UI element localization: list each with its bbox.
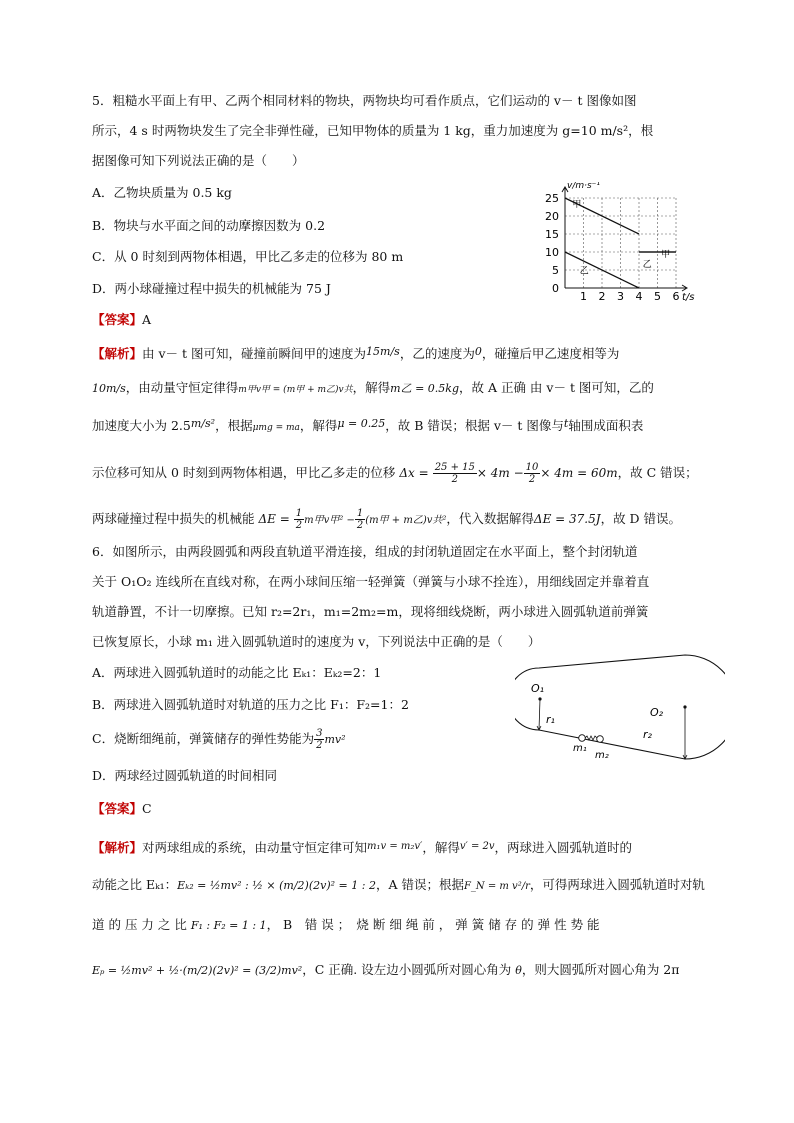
- formula: 10m/s: [92, 382, 126, 395]
- q5-option-a: A．乙物块质量为 0.5 kg: [92, 185, 232, 200]
- text: C．烧断细绳前，弹簧储存的弹性势能为: [92, 731, 315, 746]
- denominator: 2: [316, 740, 323, 751]
- text: ，解得: [299, 418, 338, 433]
- label-o2: O₂: [650, 706, 664, 719]
- q5-stem-line2: 所示，4 s 时两物块发生了完全非弹性碰，已知甲物体的质量为 1 kg，重力加速度为 g=10 m/s²，根: [92, 123, 654, 138]
- text: ，由动量守恒定律得: [125, 380, 239, 395]
- q5-stem-line3: 据图像可知下列说法正确的是（ ）: [92, 153, 305, 168]
- q6-analysis-line4: [92, 962, 679, 979]
- q6-option-b: B．两球进入圆弧轨道时对轨道的压力之比 F₁：F₂=1：2: [92, 697, 409, 712]
- q6-stem-line4: 已恢复原长，小球 m₁ 进入圆弧轨道时的速度为 v，下列说法中正确的是（ ）: [92, 634, 541, 649]
- formula: m甲v甲² −: [304, 515, 355, 526]
- y-tick-label: 10: [545, 246, 559, 259]
- x-tick-label: 3: [617, 290, 624, 303]
- y-tick-label: 25: [545, 192, 559, 205]
- formula: m甲v甲 = (m甲 + m乙)v共: [238, 385, 353, 395]
- label-m1: m₁: [573, 743, 587, 754]
- fraction: [314, 728, 324, 751]
- numerator: 10: [525, 462, 539, 473]
- ball-m1: [579, 735, 586, 742]
- text: ，A 错误；根据: [375, 877, 464, 892]
- formula: μ = 0.25: [337, 417, 386, 430]
- q5-answer-line: [92, 312, 151, 328]
- q6-option-d: D．两球经过圆弧轨道的时间相同: [92, 768, 278, 783]
- formula: μmg = ma: [252, 423, 300, 433]
- x-axis-label: t/s: [682, 292, 695, 303]
- text: ，解得: [352, 380, 391, 395]
- x-tick-label: 5: [654, 290, 661, 303]
- q6-analysis-line3: [92, 917, 600, 934]
- text: ，故 A 正确 由 v－ t 图可知，乙的: [458, 380, 654, 395]
- formula: 0: [474, 345, 482, 358]
- formula: m乙 = 0.5kg: [390, 382, 459, 395]
- q6-analysis-line1: [92, 839, 632, 856]
- text: ，故 C 错误；: [617, 465, 698, 480]
- q5-analysis-line1: [92, 344, 619, 362]
- text: ，解得: [422, 840, 460, 855]
- formula: Eₚ = ½mv² + ½·(m/2)(2v)² = (3/2)mv²: [92, 964, 303, 977]
- track-figure: [515, 652, 725, 764]
- label-m2: m₂: [595, 750, 609, 761]
- formula: (m甲 + m乙)v共²: [365, 515, 447, 526]
- series-label: 甲: [572, 200, 582, 210]
- q6-stem-line1: 6．如图所示，由两段圆弧和两段直轨道平滑连接，组成的封闭轨道固定在水平面上，整个封闭轨道: [92, 544, 638, 559]
- numerator: 3: [316, 728, 323, 739]
- q6-option-a: A．两球进入圆弧轨道时的动能之比 Eₖ₁：Eₖ₂=2：1: [92, 665, 382, 680]
- formula: 15m/s: [366, 345, 400, 358]
- fraction: [524, 462, 541, 485]
- formula: θ: [515, 964, 522, 977]
- q5-analysis-line4: [92, 462, 698, 485]
- text: ，则大圆弧所对圆心角为 2π: [521, 962, 680, 977]
- formula: Eₖ₂ = ½mv² : ½ × (m/2)(2v)² = 1 : 2: [177, 879, 376, 892]
- q5-option-c: C．从 0 时刻到两物体相遇，甲比乙多走的位移为 80 m: [92, 249, 404, 264]
- text: 由 v－ t 图可知，碰撞前瞬间甲的速度为: [142, 346, 367, 361]
- fraction: [294, 508, 304, 531]
- analysis-tag: 【解析】: [92, 346, 143, 361]
- formula: F_N = m v²/r: [463, 881, 530, 892]
- text: ，乙的速度为: [399, 346, 475, 361]
- q6-option-c: [92, 728, 346, 751]
- answer-tag: 【答案】: [92, 801, 143, 816]
- denominator: 2: [528, 474, 536, 485]
- q5-analysis-line2: [92, 380, 654, 398]
- r1-radius: [539, 699, 540, 730]
- text: ，代入数据解得: [446, 511, 534, 526]
- answer-value: C: [142, 801, 152, 816]
- series-label: 甲: [661, 250, 671, 261]
- formula: ΔE = 37.5J: [533, 512, 601, 526]
- q5-analysis-line3: [92, 416, 643, 436]
- formula: mv²: [324, 733, 346, 746]
- analysis-tag: 【解析】: [92, 840, 143, 855]
- label-o1: O₁: [531, 682, 545, 695]
- text: ，可得两球进入圆弧轨道时对轨: [529, 877, 705, 892]
- ball-m2: [597, 736, 604, 743]
- denominator: 2: [356, 520, 364, 531]
- series-label: 乙: [642, 260, 652, 271]
- y-tick-label: 15: [545, 228, 559, 241]
- text: ，故 D 错误。: [600, 511, 682, 526]
- q5-option-b: B．物块与水平面之间的动摩擦因数为 0.2: [92, 218, 326, 233]
- text: 加速度大小为 2.5: [92, 418, 191, 433]
- y-tick-label: 20: [545, 210, 559, 223]
- series-label: 乙: [579, 266, 589, 277]
- q6-stem-line2: 关于 O₁O₂ 连线所在直线对称，在两小球间压缩一轻弹簧（弹簧与小球不拴连），用细线固定并靠着直: [92, 574, 650, 589]
- formula: v′ = 2v: [459, 841, 495, 852]
- formula: × 4m = 60m: [540, 466, 618, 480]
- text: 对两球组成的系统，由动量守恒定律可知: [142, 840, 368, 855]
- formula: Δx =: [399, 466, 429, 480]
- chart-labels: [545, 182, 695, 303]
- text: 轴围成面积表: [568, 418, 644, 433]
- q6-analysis-line2: [92, 877, 705, 895]
- text: ，根据: [215, 418, 253, 433]
- q6-stem-line3: 轨道静置，不计一切摩擦。已知 r₂=2r₁，m₁=2m₂=m，现将细线烧断，两小球进入圆弧轨道前弹簧: [92, 604, 649, 619]
- answer-tag: 【答案】: [92, 312, 143, 327]
- text: 动能之比 Eₖ₁：: [92, 877, 178, 892]
- formula: F₁ : F₂ = 1 : 1: [190, 919, 267, 932]
- fraction: [355, 508, 365, 531]
- fraction: [433, 462, 477, 485]
- closed-track: [515, 655, 725, 759]
- answer-value: A: [142, 312, 152, 327]
- text: ，碰撞后甲乙速度相等为: [481, 346, 620, 361]
- vt-chart: [535, 182, 705, 307]
- x-tick-label: 1: [580, 290, 587, 303]
- text: ，两球进入圆弧轨道时的: [494, 840, 633, 855]
- numerator: 1: [295, 508, 303, 519]
- label-r2: r₂: [643, 728, 652, 741]
- text: 两球碰撞过程中损失的机械能: [92, 511, 255, 526]
- denominator: 2: [295, 520, 303, 531]
- numerator: 25 + 15: [434, 462, 475, 473]
- formula: ΔE =: [258, 512, 290, 526]
- denominator: 2: [451, 474, 458, 485]
- y-tick-label: 0: [552, 282, 559, 295]
- x-tick-label: 2: [598, 290, 606, 303]
- text: ，故 B 错误；根据 v－ t 图像与: [385, 418, 564, 433]
- text: ， B 错 误 ； 烧 断 细 绳 前 ， 弹 簧 储 存 的 弹 性 势 能: [266, 917, 600, 932]
- q5-option-d: D．两小球碰撞过程中损失的机械能为 75 J: [92, 281, 331, 296]
- formula: t: [563, 417, 569, 430]
- text: 示位移可知从 0 时刻到两物体相遇，甲比乙多走的位移: [92, 465, 396, 480]
- y-tick-label: 5: [552, 264, 559, 277]
- x-tick-label: 6: [672, 290, 680, 303]
- label-r1: r₁: [546, 713, 555, 726]
- q5-stem-line1: 5．粗糙水平面上有甲、乙两个相同材料的物块，两物块均可看作质点，它们运动的 v－ t 图像如图: [92, 93, 637, 108]
- numerator: 1: [356, 508, 364, 519]
- y-axis-label: v/m·s⁻¹: [567, 182, 601, 191]
- formula: m/s²: [190, 417, 216, 430]
- q5-analysis-line5: [92, 508, 681, 531]
- formula: × 4m −: [476, 466, 524, 480]
- x-tick-label: 4: [635, 290, 643, 303]
- formula: m₁v = m₂v′: [367, 841, 423, 852]
- text: ，C 正确. 设左边小圆弧所对圆心角为: [302, 962, 512, 977]
- text: 道 的 压 力 之 比: [92, 917, 187, 932]
- q6-answer-line: [92, 801, 152, 817]
